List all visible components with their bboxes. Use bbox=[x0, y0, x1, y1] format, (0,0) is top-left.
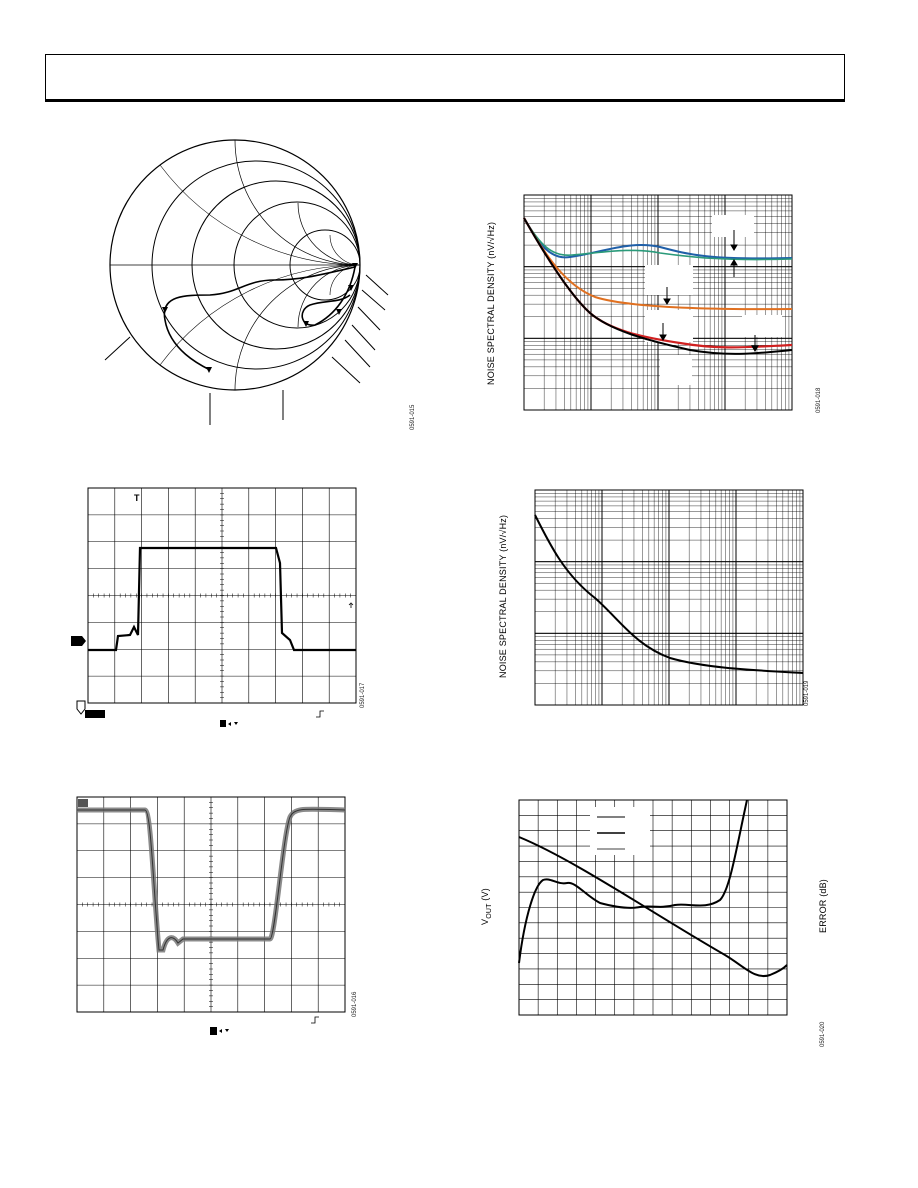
trigger-marker-t: T bbox=[134, 493, 140, 503]
scope-plot-1 bbox=[68, 483, 388, 733]
page-header-box bbox=[45, 54, 845, 102]
figure-id: 0591-016 bbox=[352, 991, 358, 1017]
smith-chart-figure bbox=[100, 135, 420, 435]
vout-error-figure bbox=[475, 795, 835, 1050]
smith-chart bbox=[100, 135, 420, 435]
noise-plot-multi bbox=[480, 185, 820, 425]
y-axis-label: NOISE SPECTRAL DENSITY (nV/√Hz) bbox=[498, 514, 508, 678]
y-axis-right-label: ERROR (dB) bbox=[818, 878, 828, 933]
pulse-scope-2-figure bbox=[75, 795, 375, 1045]
y-axis-label: NOISE SPECTRAL DENSITY (nV/√Hz) bbox=[486, 221, 496, 385]
noise-plot-single bbox=[490, 480, 825, 720]
figure-id: 0591-018 bbox=[816, 387, 822, 413]
figure-id: 0591-019 bbox=[804, 680, 810, 706]
noise-density-multi-figure bbox=[480, 185, 820, 425]
scope-plot-2 bbox=[75, 795, 375, 1045]
noise-density-single-figure bbox=[490, 480, 825, 720]
vout-error-plot bbox=[475, 795, 835, 1050]
figure-id: 0591-015 bbox=[410, 404, 416, 430]
figure-id: 0591-017 bbox=[360, 682, 366, 708]
y-axis-left-label: $V_{OUT}$ (V) bbox=[480, 888, 493, 925]
smith-trace bbox=[164, 267, 355, 370]
pulse-scope-1-figure bbox=[68, 483, 388, 733]
figure-id: 0591-020 bbox=[820, 1021, 826, 1047]
channel-marker bbox=[71, 636, 86, 646]
ground-marker bbox=[77, 701, 85, 714]
